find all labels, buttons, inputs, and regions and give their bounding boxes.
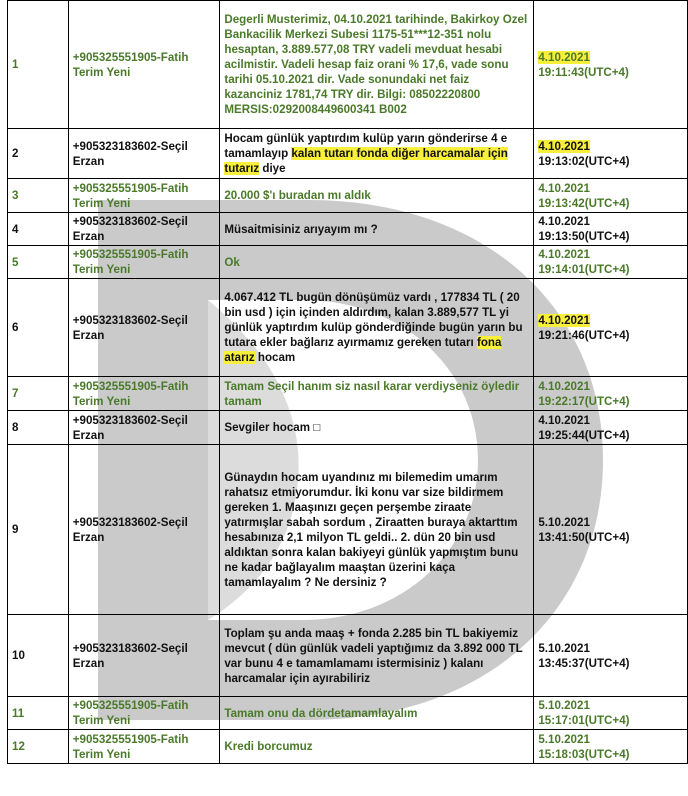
timestamp — [534, 377, 688, 411]
sender: +905325551905-Fatih Terim Yeni — [68, 246, 220, 279]
sender: +905323183602-Seçil Erzan — [68, 445, 220, 615]
row-number: 1 — [8, 1, 69, 129]
timestamp — [534, 615, 688, 697]
timestamp — [534, 129, 688, 179]
sender: +905323183602-Seçil Erzan — [68, 129, 220, 179]
table-row — [8, 615, 688, 697]
date: 4.10.2021 — [538, 313, 590, 327]
time: 19:14:01(UTC+4) — [538, 263, 630, 276]
sender: +905325551905-Fatih Terim Yeni — [68, 1, 220, 129]
time: 15:18:03(UTC+4) — [538, 747, 630, 761]
sender: +905325551905-Fatih Terim Yeni — [68, 179, 220, 213]
row-number: 3 — [8, 179, 69, 213]
message-text: Ok — [220, 246, 534, 279]
message-text: Sevgiler hocam □ — [220, 411, 534, 445]
time: 19:13:50(UTC+4) — [538, 230, 630, 243]
sender: +905323183602-Seçil Erzan — [68, 279, 220, 377]
message-text: Müsaitmisiniz arıyayım mı ? — [220, 213, 534, 246]
table-row — [8, 246, 688, 279]
table-row — [8, 179, 688, 213]
row-number: 5 — [8, 246, 69, 279]
row-number: 10 — [8, 615, 69, 697]
table-row — [8, 730, 688, 764]
date: 4.10.2021 — [538, 413, 590, 427]
row-number: 12 — [8, 730, 69, 764]
time: 19:13:42(UTC+4) — [538, 196, 630, 210]
date: 4.10.2021 — [538, 379, 590, 393]
timestamp — [534, 697, 688, 730]
message-text: Degerli Musterimiz, 04.10.2021 tarihinde, Bakirkoy Ozel Bankacilik Merkezi Subesi 1175-51***12-351 nolu hesaptan, 3.889.577,08 TRY vadeli mevduat hesabi acilmistir. Vadeli hesap faiz orani % 17,6, vade sonu tarihi 05.10.2021 dir. Vade sonundaki net faiz kazanciniz 1781,74 TRY dir. Bilgi: 08502220800 MERSIS:0292008449600341 B002 — [220, 1, 534, 129]
row-number: 6 — [8, 279, 69, 377]
message-text: Tamam Seçil hanım siz nasıl karar verdiyseniz öyledir tamam — [220, 377, 534, 411]
row-number: 8 — [8, 411, 69, 445]
time: 15:17:01(UTC+4) — [538, 714, 630, 727]
timestamp — [534, 246, 688, 279]
timestamp — [534, 213, 688, 246]
time: 13:41:50(UTC+4) — [538, 530, 630, 544]
date: 5.10.2021 — [538, 515, 590, 529]
sender: +905323183602-Seçil Erzan — [68, 411, 220, 445]
time: 19:13:02(UTC+4) — [538, 154, 630, 168]
time: 19:22:17(UTC+4) — [538, 394, 630, 408]
message-text: Toplam şu anda maaş + fonda 2.285 bin TL bakiyemiz mevcut ( dün günlük vadeli yaptığımız da 3.892 000 TL var bunu 4 e tamamlamamı istermisiniz ) kalanı harcamalar için ayırabiliriz — [220, 615, 534, 697]
date: 4.10.2021 — [538, 50, 590, 64]
table-row — [8, 129, 688, 179]
date: 5.10.2021 — [538, 732, 590, 746]
message-text: Kredi borcumuz — [220, 730, 534, 764]
time: 13:45:37(UTC+4) — [538, 656, 630, 670]
message-text: Günaydın hocam uyandınız mı bilemedim umarım rahatsız etmiyorumdur. İki konu var size bildirmem gereken 1. Maaşınızı geçen perşembe ziraate yatırmışlar sabah sordum , Ziraatten buraya aktarttım hesabınıza 2,1 milyon TL geldi.. 2. dün 20 bin usd aldıktan sonra kalan bakiyeyi günlük yapmıştım bunu ne kadar bağlayalım maaştan üzerini kaça tamamlayalım ? Ne dersiniz ? — [220, 445, 534, 615]
message-text: Hocam günlük yaptırdım kulüp yarın gönderirse 4 e tamamlayıp kalan tutarı fonda diğer harcamalar için tutarız diye — [220, 129, 534, 179]
date: 4.10.2021 — [538, 215, 590, 228]
date: 4.10.2021 — [538, 248, 590, 261]
row-number: 9 — [8, 445, 69, 615]
sender: +905323183602-Seçil Erzan — [68, 213, 220, 246]
time: 19:25:44(UTC+4) — [538, 428, 630, 442]
table-row — [8, 279, 688, 377]
timestamp — [534, 411, 688, 445]
table-row — [8, 377, 688, 411]
timestamp — [534, 279, 688, 377]
timestamp — [534, 1, 688, 129]
sender: +905325551905-Fatih Terim Yeni — [68, 730, 220, 764]
table-row — [8, 1, 688, 129]
timestamp — [534, 179, 688, 213]
message-text: 20.000 $'ı buradan mı aldık — [220, 179, 534, 213]
message-text: Tamam onu da dördetamamlayalım — [220, 697, 534, 730]
timestamp — [534, 445, 688, 615]
table-row — [8, 697, 688, 730]
highlighted-text: fona atarız — [224, 336, 502, 364]
table-row — [8, 411, 688, 445]
date: 5.10.2021 — [538, 641, 590, 655]
row-number: 11 — [8, 697, 69, 730]
message-log-table — [7, 0, 688, 764]
sender: +905323183602-Seçil Erzan — [68, 615, 220, 697]
table-row — [8, 445, 688, 615]
date: 4.10.2021 — [538, 181, 590, 195]
row-number: 7 — [8, 377, 69, 411]
sender: +905325551905-Fatih Terim Yeni — [68, 697, 220, 730]
message-text: 4.067.412 TL bugün dönüşümüz vardı , 177834 TL ( 20 bin usd ) için içinden aldırdım, kalan 3.889,577 TL yi günlük yaptırdım kulüp gönderdiğinde bugün yarın bu tutara ekler bağlarız ayırmamız gereken tutarı fona atarız hocam — [220, 279, 534, 377]
row-number: 2 — [8, 129, 69, 179]
date: 5.10.2021 — [538, 699, 590, 712]
highlighted-text: kalan tutarı fonda diğer harcamalar için tutarız — [224, 147, 508, 175]
table-row — [8, 213, 688, 246]
time: 19:11:43(UTC+4) — [538, 65, 629, 79]
sender: +905325551905-Fatih Terim Yeni — [68, 377, 220, 411]
row-number: 4 — [8, 213, 69, 246]
timestamp — [534, 730, 688, 764]
time: 19:21:46(UTC+4) — [538, 328, 630, 342]
date: 4.10.2021 — [538, 139, 590, 153]
